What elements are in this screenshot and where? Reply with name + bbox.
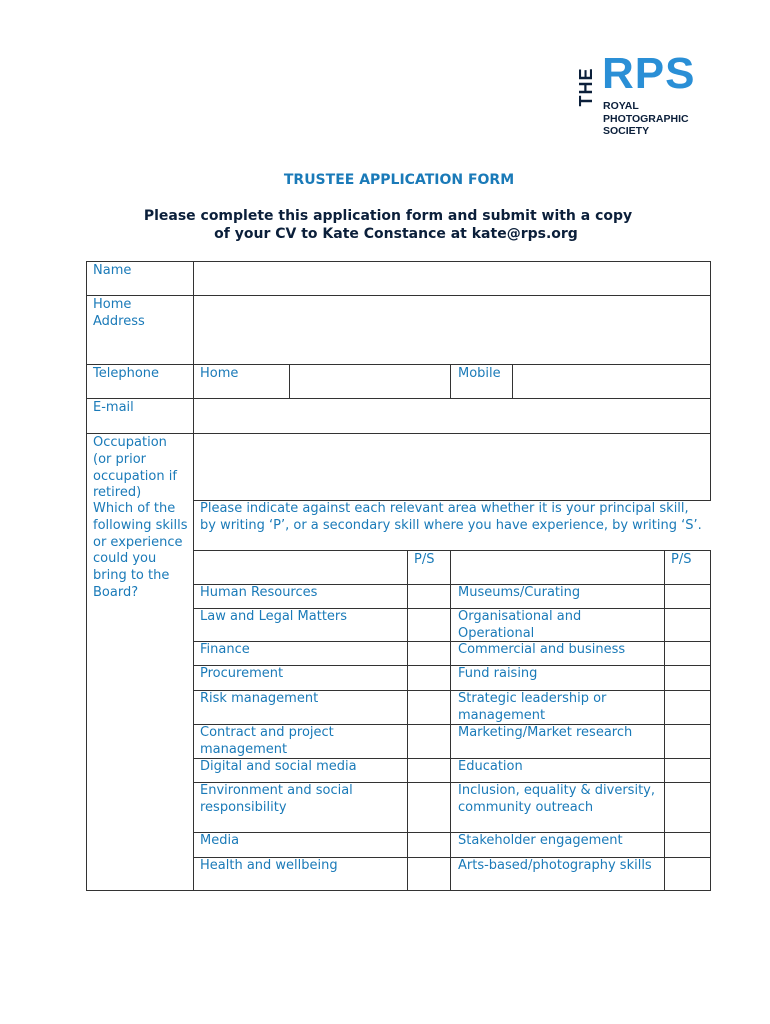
skill-ps-input[interactable] — [408, 666, 450, 690]
skill-label: Stakeholder engagement — [458, 833, 623, 848]
label-telephone-home: Home — [200, 366, 239, 381]
skill-label: Law and Legal Matters — [200, 609, 348, 624]
skill-ps-input[interactable] — [665, 666, 710, 690]
label-telephone-mobile: Mobile — [458, 366, 501, 381]
instructions-line-2: of your CV to Kate Constance at kate@rps.org — [214, 226, 578, 242]
label-skills-question: Which of the following skills or experience could you bring to the Board? — [93, 501, 188, 600]
skill-ps-input[interactable] — [665, 585, 710, 608]
logo-line-photographic: PHOTOGRAPHIC — [603, 112, 689, 125]
logo-rps: RPS — [602, 49, 696, 98]
skill-label: Fund raising — [458, 666, 538, 681]
skill-label: Education — [458, 759, 523, 774]
ps-header-left: P/S — [414, 552, 435, 567]
table-border-bottom — [86, 890, 711, 891]
skill-ps-input[interactable] — [408, 858, 450, 890]
skill-label: Contract and project management — [200, 725, 334, 757]
skill-ps-input[interactable] — [665, 783, 710, 832]
skills-right-border — [710, 550, 711, 891]
logo-line-society: SOCIETY — [603, 125, 650, 137]
email-input[interactable] — [194, 399, 710, 433]
skill-label: Digital and social media — [200, 759, 357, 774]
skill-ps-input[interactable] — [665, 725, 710, 758]
skill-ps-input[interactable] — [408, 759, 450, 782]
instructions-line-1: Please complete this application form and submit with a copy — [143, 208, 633, 224]
skill-label: Organisational and Operational — [458, 609, 582, 641]
skill-label: Marketing/Market research — [458, 725, 633, 740]
skill-label: Risk management — [200, 691, 319, 706]
skill-ps-input[interactable] — [408, 585, 450, 608]
skill-label: Finance — [200, 642, 250, 657]
label-occupation: Occupation (or prior occupation if retired) — [93, 435, 177, 501]
skill-ps-input[interactable] — [408, 783, 450, 832]
skill-label: Arts-based/photography skills — [458, 858, 652, 873]
skill-label: Environment and social responsibility — [200, 783, 353, 815]
telephone-mobile-input[interactable] — [513, 365, 710, 398]
skill-ps-input[interactable] — [665, 833, 710, 857]
table-border-left — [86, 261, 87, 891]
telephone-home-input[interactable] — [290, 365, 450, 398]
label-email: E-mail — [93, 400, 134, 415]
skill-label: Human Resources — [200, 585, 318, 600]
label-telephone: Telephone — [93, 366, 160, 381]
skill-label: Commercial and business — [458, 642, 626, 657]
skill-label: Health and wellbeing — [200, 858, 338, 873]
skill-label: Procurement — [200, 666, 284, 681]
name-input[interactable] — [194, 262, 710, 295]
skill-label: Media — [200, 833, 240, 848]
occupation-input[interactable] — [194, 434, 710, 500]
skill-ps-input[interactable] — [665, 642, 710, 665]
skill-ps-input[interactable] — [408, 833, 450, 857]
skill-label: Strategic leadership or management — [458, 691, 607, 723]
table-border-right — [710, 261, 711, 501]
skills-instruction: Please indicate against each relevant area whether it is your principal skill, by writing ‘P’, or a secondary skill where you have experience, by writing ‘S’. — [200, 501, 702, 533]
label-home-address: Home Address — [93, 297, 145, 329]
skill-ps-input[interactable] — [665, 759, 710, 782]
skill-ps-input[interactable] — [408, 609, 450, 641]
skill-ps-input[interactable] — [408, 725, 450, 758]
tel-divider-2 — [450, 364, 451, 399]
label-name: Name — [93, 263, 132, 278]
skill-label: Museums/Curating — [458, 585, 581, 600]
logo-the: THE — [576, 67, 596, 107]
skill-ps-input[interactable] — [665, 858, 710, 890]
form-title: TRUSTEE APPLICATION FORM — [283, 172, 515, 188]
skill-ps-input[interactable] — [665, 609, 710, 641]
skill-ps-input[interactable] — [408, 642, 450, 665]
home-address-input[interactable] — [194, 296, 710, 364]
skill-label: Inclusion, equality & diversity, community outreach — [458, 783, 655, 815]
skills-top-line — [193, 550, 711, 551]
skill-ps-input[interactable] — [665, 691, 710, 724]
logo-line-royal: ROYAL — [603, 100, 639, 112]
skills-left-ps-end — [450, 550, 451, 891]
ps-header-right: P/S — [671, 552, 692, 567]
skill-ps-input[interactable] — [408, 691, 450, 724]
